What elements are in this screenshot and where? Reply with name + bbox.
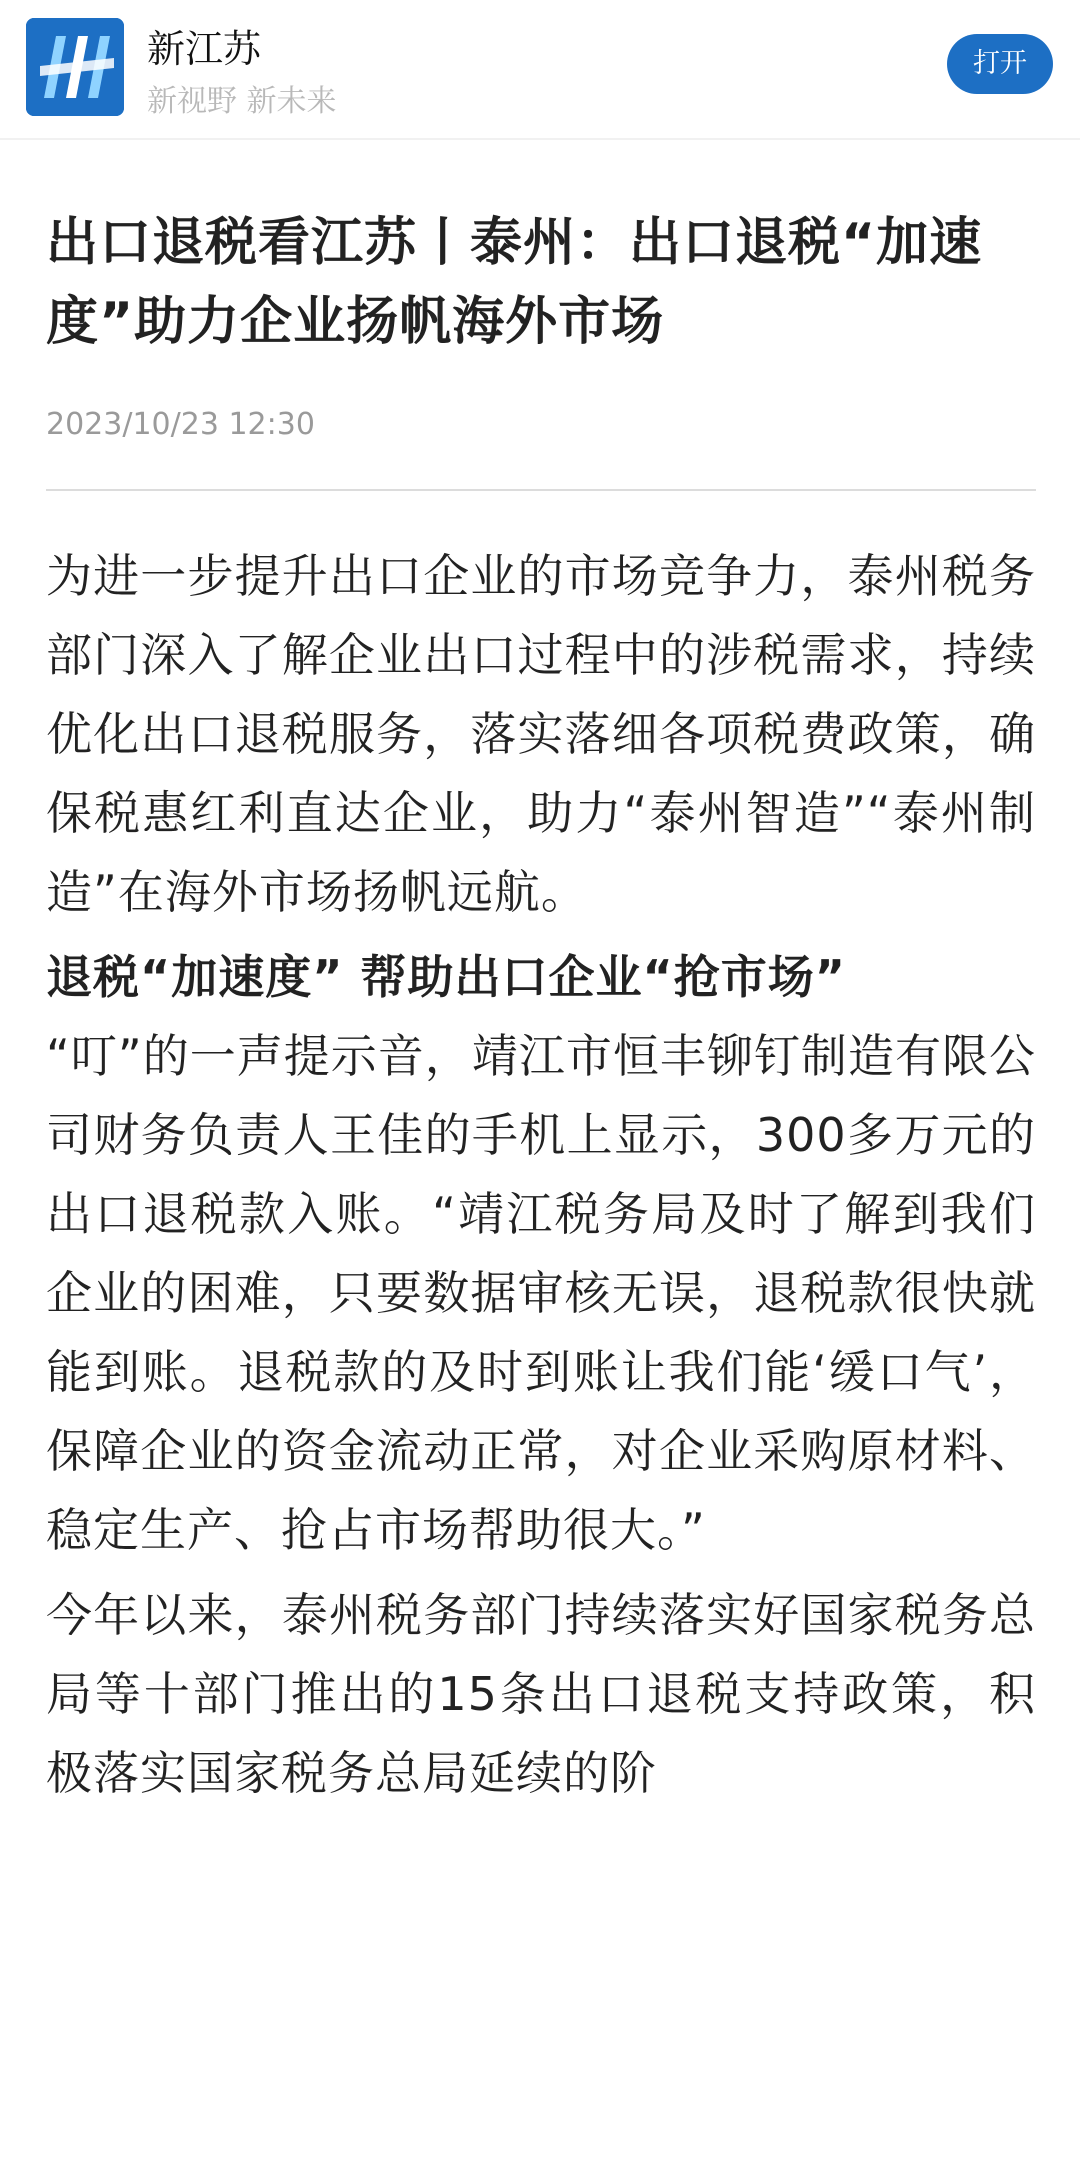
article-paragraph: 今年以来，泰州税务部门持续落实好国家税务总局等十部门推出的15条出口退税支持政策，积极落实国家税务总局延续的阶 (46, 1588, 1036, 1800)
app-logo (26, 18, 124, 116)
app-download-banner (0, 0, 1080, 140)
app-name: 新江苏 (147, 27, 262, 71)
xinjiangsu-logo-icon (26, 18, 124, 116)
article-title: 出口退税看江苏丨泰州：出口退税“加速度”助力企业扬帆海外市场 (46, 213, 983, 352)
article-paragraph: 为进一步提升出口企业的市场竞争力，泰州税务部门深入了解企业出口过程中的涉税需求，持续优化出口退税服务，落实落细各项税费政策，确保税惠红利直达企业，助力“泰州智造”“泰州制造”在海外市场扬帆远航。 (46, 549, 1036, 919)
open-app-button[interactable]: 打开 (947, 34, 1053, 94)
publish-timestamp: 2023/10/23 12:30 (46, 407, 315, 442)
section-heading: 退税“加速度” 帮助出口企业“抢市场” (46, 950, 846, 1004)
title-divider (46, 489, 1036, 491)
app-slogan: 新视野 新未来 (147, 84, 337, 119)
article-paragraph: “叮”的一声提示音，靖江市恒丰铆钉制造有限公司财务负责人王佳的手机上显示，300多万元的出口退税款入账。“靖江税务局及时了解到我们企业的困难，只要数据审核无误，退税款很快就能到账。退税款的及时到账让我们能‘缓口气’，保障企业的资金流动正常，对企业采购原材料、稳定生产、抢占市场帮助很大。” (46, 1029, 1036, 1557)
article (46, 138, 1036, 1813)
